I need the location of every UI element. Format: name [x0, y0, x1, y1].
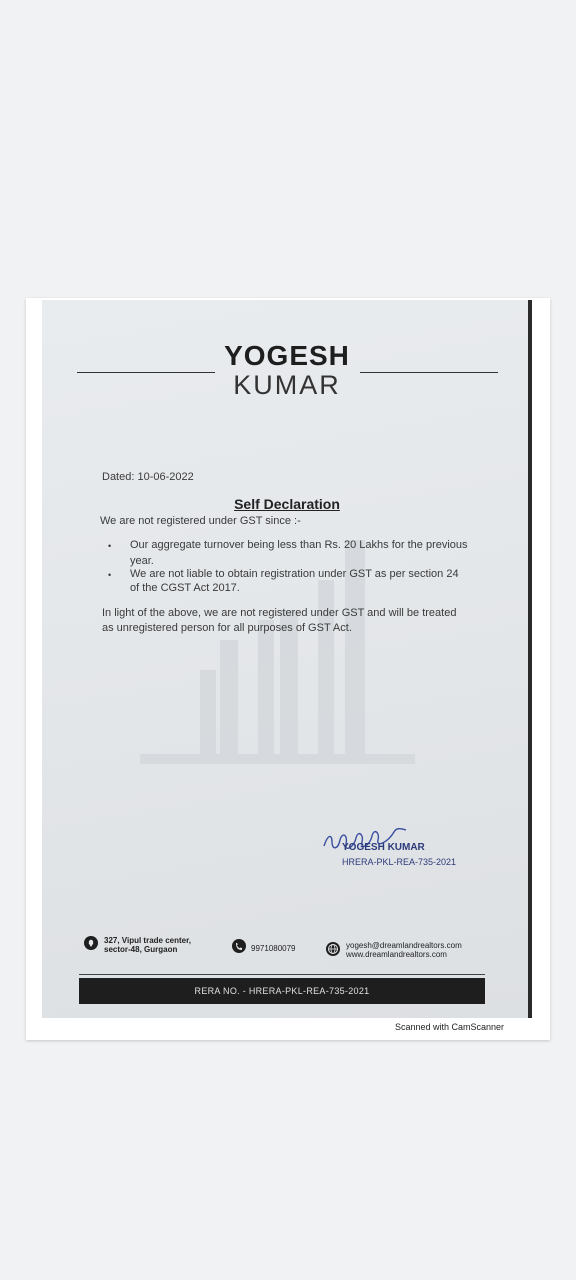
location-pin-icon: [84, 936, 98, 950]
website-address: www.dreamlandrealtors.com: [346, 950, 447, 959]
building-watermark: [140, 520, 420, 770]
phone-number: 9971080079: [251, 944, 296, 953]
scanner-watermark: Scanned with CamScanner: [394, 1022, 504, 1032]
letterhead-last-name: KUMAR: [233, 370, 341, 400]
letter-page: [42, 300, 532, 1018]
globe-icon: [326, 942, 340, 956]
date-line: Dated: 10-06-2022: [102, 471, 194, 483]
bullet-marker: •: [108, 541, 112, 551]
bullet-2-line-1: We are not liable to obtain registration under GST as per section 24: [130, 568, 459, 580]
bullet-1-line-1: Our aggregate turnover being less than Rs. 20 Lakhs for the previous: [130, 539, 468, 551]
paper-shadow-edge: [528, 300, 532, 1018]
address-line-2: sector-48, Gurgaon: [104, 945, 178, 954]
document-title: Self Declaration: [234, 496, 340, 512]
conclusion-line-2: as unregistered person for all purposes of GST Act.: [102, 622, 352, 634]
address-line-1: 327, Vipul trade center,: [104, 936, 192, 945]
signatory-registration: HRERA-PKL-REA-735-2021: [342, 857, 457, 867]
bullet-marker: •: [108, 570, 112, 580]
intro-text: We are not registered under GST since :-: [100, 515, 301, 527]
email-address: yogesh@dreamlandrealtors.com: [346, 941, 462, 950]
rera-number-bar: RERA NO. - HRERA-PKL-REA-735-2021: [79, 978, 485, 1004]
letterhead-first-name: YOGESH: [224, 340, 350, 371]
phone-icon: [232, 939, 246, 953]
signatory-name: YOGESH KUMAR: [342, 842, 425, 853]
bullet-2-line-2: of the CGST Act 2017.: [130, 582, 240, 594]
scanned-document-card: [26, 298, 550, 1040]
conclusion-line-1: In light of the above, we are not registered under GST and will be treated: [102, 607, 457, 619]
bullet-1-line-2: year.: [130, 555, 154, 567]
footer-divider: [79, 974, 485, 975]
